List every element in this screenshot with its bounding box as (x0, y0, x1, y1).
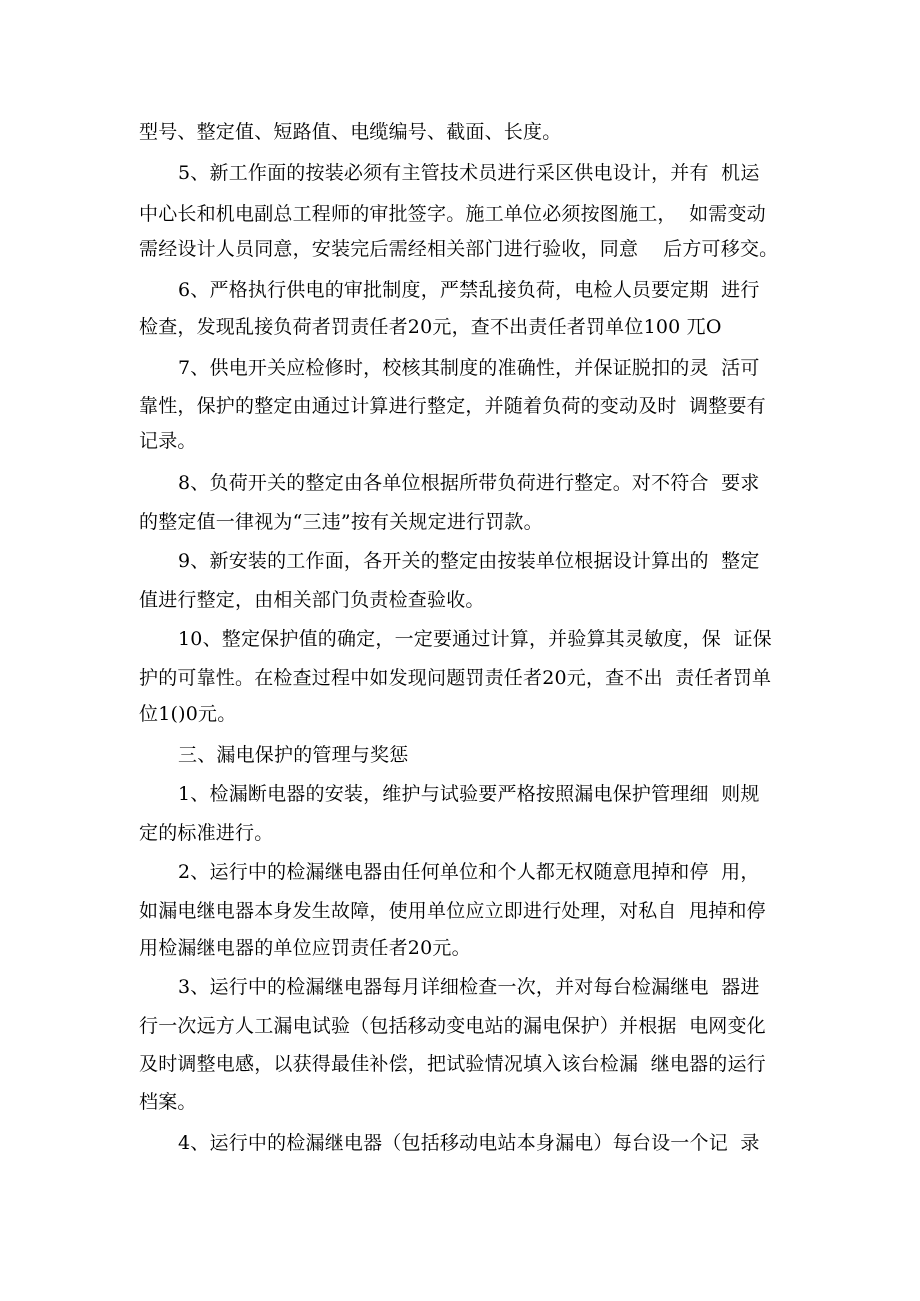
paragraph-10-line: 10、整定保护值的确定，一定要通过计算，并验算其灵敏度，保 证保 (178, 628, 772, 650)
section-3-item-3-line: 3、运行中的检漏继电器每月详细检查一次，并对每台检漏继电 器进 (178, 976, 760, 998)
section-3-item-1-line: 1、检漏断电器的安装，维护与试验要严格按照漏电保护管理细 则规 (178, 783, 760, 805)
paragraph-8-line: 8、负荷开关的整定由各单位根据所带负荷进行整定。对不符合 要求 (178, 472, 760, 494)
text-line: 靠性，保护的整定由通过计算进行整定，并随着负荷的变动及时 调整要有 (139, 395, 766, 417)
paragraph-5-line: 5、新工作面的按装必须有主管技术员进行采区供电设计，并有 机运 (178, 162, 760, 184)
text-line: 的整定值一律视为“三违”按有关规定进行罚款。 (139, 511, 543, 533)
text-line: 档案。 (139, 1091, 197, 1113)
text-line: 如漏电继电器本身发生故障，使用单位应立即进行处理，对私自 甩掉和停 (139, 900, 766, 922)
text-line: 记录。 (139, 430, 197, 452)
section-3-item-4-line: 4、运行中的检漏继电器（包括移动电站本身漏电）每台设一个记 录 (178, 1132, 760, 1154)
paragraph-6-line: 6、严格执行供电的审批制度，严禁乱接负荷，电检人员要定期 进行 (178, 279, 760, 301)
text-line: 需经设计人员同意，安装完后需经相关部门进行验收，同意 后方可移交。 (139, 238, 779, 260)
text-line: 及时调整电感，以获得最佳补偿，把试验情况填入该台检漏 继电器的运行 (139, 1053, 766, 1075)
text-line: 行一次远方人工漏电试验（包括移动变电站的漏电保护）并根据 电网变化 (139, 1015, 766, 1037)
text-line: 中心长和机电副总工程师的审批签字。施工单位必须按图施工， 如需变动 (139, 203, 766, 225)
paragraph-7-line: 7、供电开关应检修时，校核其制度的准确性，并保证脱扣的灵 活可 (178, 357, 760, 379)
section-heading: 三、漏电保护的管理与奖惩 (178, 744, 409, 766)
paragraph-9-line: 9、新安装的工作面，各开关的整定由按装单位根据设计算出的 整定 (178, 550, 760, 572)
text-line: 型号、整定值、短路值、电缆编号、截面、长度。 (139, 121, 562, 143)
text-line: 护的可靠性。在检查过程中如发现问题罚责任者20元，查不出 责任者罚单 (139, 667, 772, 689)
text-line: 值进行整定，由相关部门负责检查验收。 (139, 589, 485, 611)
text-line: 检查，发现乱接负荷者罚责任者20元，查不出责任者罚单位100 兀O (139, 316, 722, 338)
text-line: 位1()0元。 (139, 703, 237, 725)
section-3-item-2-line: 2、运行中的检漏继电器由任何单位和个人都无权随意甩掉和停 用， (178, 861, 760, 883)
text-line: 定的标准进行。 (139, 822, 274, 844)
text-line: 用检漏继电器的单位应罚责任者20元。 (139, 937, 471, 959)
